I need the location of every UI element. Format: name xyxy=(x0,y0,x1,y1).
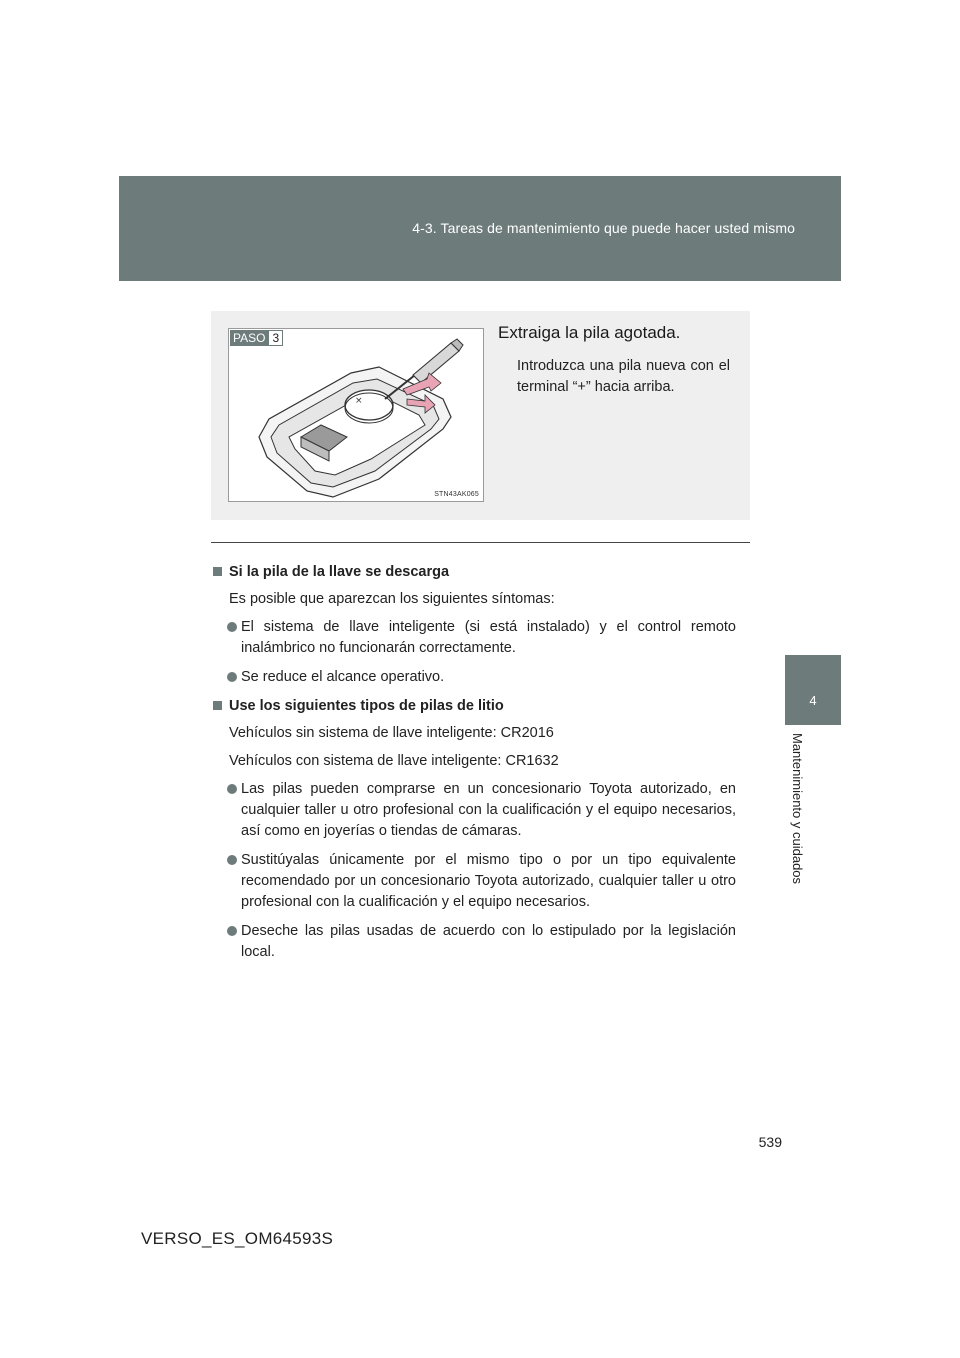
svg-text:×: × xyxy=(355,396,363,406)
page-number: 539 xyxy=(758,1134,782,1150)
section-divider xyxy=(211,542,750,543)
list-item: Las pilas pueden comprarse en un concesionario Toyota autorizado, en cualquier taller u otro profesional con la cualificación y el equipo necesarios, así como en joyerías o tiendas de cámaras. xyxy=(211,779,736,842)
chapter-number: 4 xyxy=(809,693,817,708)
section-heading: Si la pila de la llave se descarga xyxy=(211,562,736,583)
section-title: 4-3. Tareas de mantenimiento que puede hacer usted mismo xyxy=(412,220,795,236)
step-badge-word: PASO xyxy=(230,330,268,346)
step-badge-number: 3 xyxy=(268,330,283,346)
list-item: Se reduce el alcance operativo. xyxy=(211,667,736,688)
paragraph: Vehículos sin sistema de llave inteligente: CR2016 xyxy=(229,725,554,741)
paragraph: Es posible que aparezcan los siguientes síntomas: xyxy=(229,591,555,607)
step-description: Introduzca una pila nueva con el terminal “+” hacia arriba. xyxy=(517,358,730,395)
circle-bullet-icon xyxy=(227,855,237,865)
circle-bullet-icon xyxy=(227,784,237,794)
list-item: Deseche las pilas usadas de acuerdo con lo estipulado por la legislación local. xyxy=(211,921,736,963)
list-item: Sustitúyalas únicamente por el mismo tipo o por un tipo equivalente recomendado por un concesionario Toyota autorizado, cualquier taller u otro profesional con la cualificación y el equipo necesarios. xyxy=(211,850,736,913)
section-heading: Use los siguientes tipos de pilas de litio xyxy=(211,696,736,717)
circle-bullet-icon xyxy=(227,622,237,632)
circle-bullet-icon xyxy=(227,672,237,682)
step-box xyxy=(211,311,750,520)
step-badge xyxy=(230,330,283,346)
step-figure xyxy=(228,328,484,502)
step-title: Extraiga la pila agotada. xyxy=(498,323,681,342)
notes-content xyxy=(211,560,736,971)
circle-bullet-icon xyxy=(227,926,237,936)
header-band xyxy=(119,176,841,281)
square-bullet-icon xyxy=(213,701,222,710)
key-battery-illustration xyxy=(229,329,483,501)
figure-code: STN43AK065 xyxy=(434,491,479,498)
list-item: El sistema de llave inteligente (si está instalado) y el control remoto inalámbrico no funcionarán correctamente. xyxy=(211,617,736,659)
paragraph: Vehículos con sistema de llave inteligente: CR1632 xyxy=(229,753,559,769)
chapter-label: Mantenimiento y cuidados xyxy=(790,733,805,885)
square-bullet-icon xyxy=(213,567,222,576)
chapter-tab xyxy=(785,655,841,725)
document-code: VERSO_ES_OM64593S xyxy=(141,1229,334,1248)
